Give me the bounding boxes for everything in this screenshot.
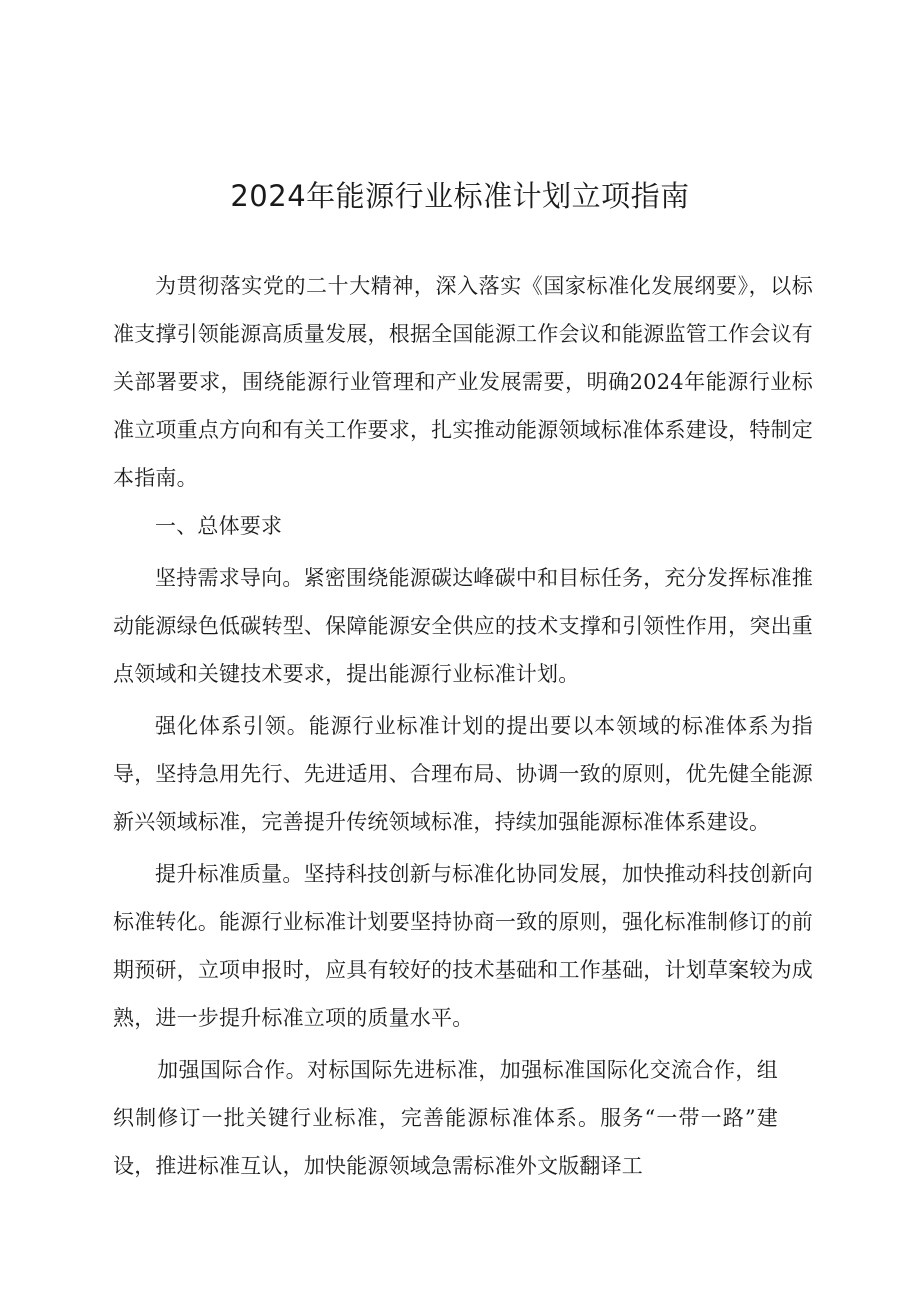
- paragraph-international-cooperation: 加强国际合作。对标国际先进标准，加强标准国际化交流合作，组织制修订一批关键行业标准，完善能源标准体系。服务“一带一路”建设，推进标准互认，加快能源领域急需标准外文版翻译工: [113, 1058, 778, 1178]
- document-body: [113, 262, 813, 1190]
- document-title: 2024年能源行业标准计划立项指南: [230, 179, 690, 213]
- paragraph-system-guidance: 强化体系引领。能源行业标准计划的提出要以本领域的标准体系为指导，坚持急用先行、先进适用、合理布局、协调一致的原则，优先健全能源新兴领域标准，完善提升传统领域标准，持续加强能源标准体系建设。: [113, 714, 813, 834]
- paragraph-demand-oriented: 坚持需求导向。紧密围绕能源碳达峰碳中和目标任务，充分发挥标准推动能源绿色低碳转型、保障能源安全供应的技术支撑和引领性作用，突出重点领域和关键技术要求，提出能源行业标准计划。: [113, 566, 813, 686]
- intro-paragraph: 为贯彻落实党的二十大精神，深入落实《国家标准化发展纲要》，以标准支撑引领能源高质量发展，根据全国能源工作会议和能源监管工作会议有关部署要求，围绕能源行业管理和产业发展需要，明确2024年能源行业标准立项重点方向和有关工作要求，扎实推动能源领域标准体系建设，特制定本指南。: [113, 274, 813, 490]
- paragraph-standard-quality: 提升标准质量。坚持科技创新与标准化协同发展，加快推动科技创新向标准转化。能源行业标准计划要坚持协商一致的原则，强化标准制修订的前期预研，立项申报时，应具有较好的技术基础和工作基础，计划草案较为成熟，进一步提升标准立项的质量水平。: [113, 862, 813, 1030]
- section-heading-general-requirements: 一、总体要求: [155, 514, 283, 538]
